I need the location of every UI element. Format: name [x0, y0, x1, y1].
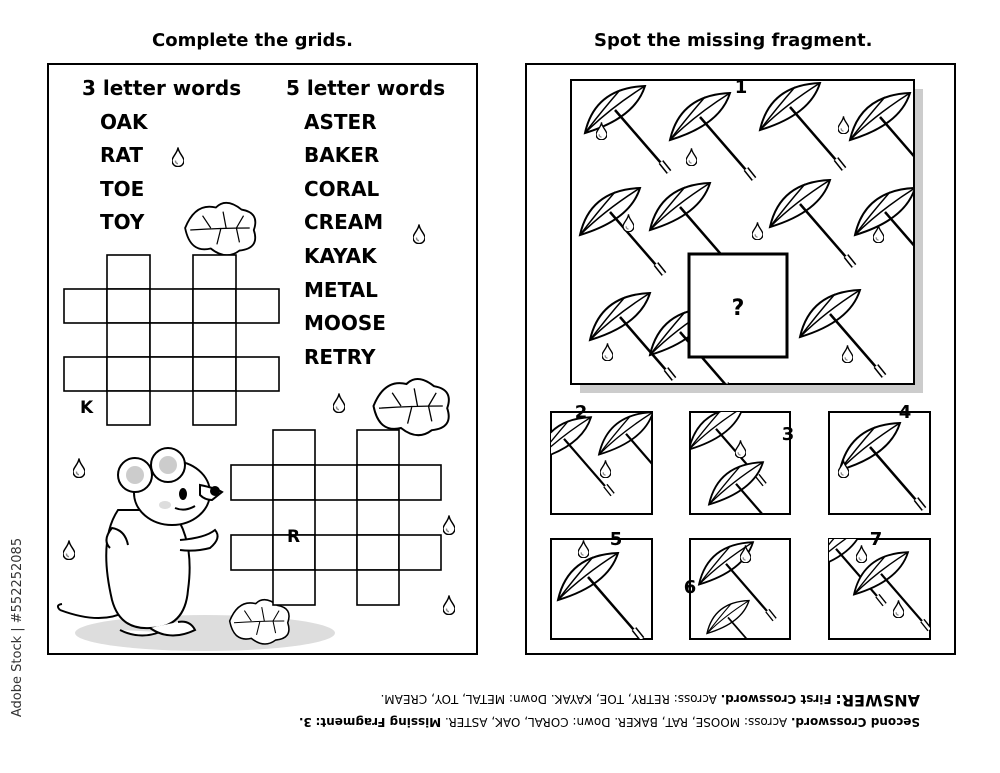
ground-shadow	[75, 615, 335, 651]
answer-missing-value: 3.	[298, 715, 312, 729]
fragment-option-6[interactable]	[684, 539, 790, 661]
fragment-number: 5	[609, 529, 623, 550]
crossword-cell[interactable]	[273, 430, 315, 465]
fragment-number: 7	[869, 529, 883, 550]
crossword-cell[interactable]	[357, 430, 399, 465]
crossword-cell[interactable]	[273, 465, 315, 500]
crossword-cell[interactable]	[150, 357, 193, 391]
crossword-cell[interactable]	[315, 535, 357, 570]
word-item: CORAL	[304, 176, 380, 201]
answer-first-across: RETRY, TOE, KAYAK.	[550, 692, 670, 706]
right-title: Spot the missing fragment.	[594, 30, 873, 51]
answer-missing-label: Missing Fragment:	[315, 715, 442, 729]
left-title: Complete the grids.	[152, 30, 353, 51]
answer-first-down-label: Down:	[508, 692, 547, 706]
pattern-square	[571, 77, 939, 394]
raindrop-icon	[73, 458, 85, 477]
crossword-cell[interactable]	[399, 535, 441, 570]
crossword-cell[interactable]	[107, 255, 150, 289]
crossword-cell[interactable]	[357, 500, 399, 535]
crossword-cell[interactable]	[357, 465, 399, 500]
crossword-cell[interactable]	[64, 357, 107, 391]
stock-watermark	[8, 530, 28, 730]
crossword-cell[interactable]	[150, 289, 193, 323]
crossword-cell[interactable]	[193, 391, 236, 425]
word-item: TOY	[100, 210, 145, 235]
answer-second-down: CORAL, OAK, ASTER.	[444, 715, 569, 729]
raindrop-icon	[443, 515, 455, 534]
word-item: METAL	[304, 277, 378, 302]
crossword-grid-second	[231, 430, 441, 605]
fragment-number: 1	[734, 77, 748, 98]
crossword-cell[interactable]	[357, 570, 399, 605]
fragment-number: 2	[574, 402, 588, 423]
fragment-number: 3	[781, 424, 795, 445]
answer-label: ANSWER:	[835, 691, 920, 710]
answer-second-title: Second Crossword.	[790, 715, 920, 729]
word-item: OAK	[100, 109, 148, 134]
crossword-cell[interactable]	[150, 323, 193, 357]
word-item: KAYAK	[304, 243, 377, 268]
crossword-cell[interactable]	[236, 289, 279, 323]
word-item: TOE	[100, 176, 145, 201]
word-item: RETRY	[304, 344, 376, 369]
grid-hint-letter: R	[287, 527, 301, 547]
word-item: MOOSE	[304, 311, 386, 336]
fragment-option-7[interactable]	[809, 527, 930, 639]
crossword-cell[interactable]	[236, 357, 279, 391]
word-item: CREAM	[304, 210, 384, 235]
crossword-cell[interactable]	[231, 465, 273, 500]
crossword-cell[interactable]	[64, 289, 107, 323]
raindrop-icon	[413, 224, 425, 243]
answer-key	[140, 688, 920, 733]
crossword-cell[interactable]	[315, 465, 357, 500]
answer-second-down-label: Down:	[572, 715, 611, 729]
answer-first-across-label: Across:	[673, 692, 717, 706]
leaf-icon	[185, 203, 255, 255]
answer-second-across: MOOSE, RAT, BAKER.	[614, 715, 741, 729]
fragment-option-5[interactable]	[551, 529, 652, 639]
crossword-cell[interactable]	[231, 535, 273, 570]
answer-first-down: METAL, TOY, CREAM.	[380, 692, 506, 706]
crossword-cell[interactable]	[107, 323, 150, 357]
answer-line-first	[140, 688, 920, 711]
fragment-option-3[interactable]	[689, 407, 794, 539]
five-letter-heading: 5 letter words	[286, 76, 446, 100]
crossword-cell[interactable]	[107, 391, 150, 425]
raindrop-icon	[333, 393, 345, 412]
question-mark: ?	[731, 296, 745, 321]
word-item: BAKER	[304, 143, 380, 168]
raindrop-icon	[172, 147, 184, 166]
crossword-cell[interactable]	[193, 323, 236, 357]
raindrop-icon	[63, 540, 75, 559]
crossword-cell[interactable]	[193, 357, 236, 391]
crossword-cell[interactable]	[273, 570, 315, 605]
three-letter-heading: 3 letter words	[82, 76, 242, 100]
answer-first-title: First Crossword.	[720, 692, 832, 706]
word-item: ASTER	[304, 109, 377, 134]
fragment-option-4[interactable]	[829, 402, 930, 514]
fragment-number: 6	[683, 577, 697, 598]
word-item: RAT	[100, 143, 143, 168]
crossword-cell[interactable]	[193, 255, 236, 289]
fragment-number: 4	[898, 402, 912, 423]
crossword-cell[interactable]	[107, 357, 150, 391]
crossword-grid-first	[64, 255, 279, 425]
crossword-cell[interactable]	[357, 535, 399, 570]
fragment-option-2[interactable]	[537, 402, 675, 514]
crossword-cell[interactable]	[399, 465, 441, 500]
crossword-cell[interactable]	[193, 289, 236, 323]
leaf-icon	[374, 379, 449, 435]
watermark-text: Adobe Stock | #552252085	[10, 537, 26, 718]
raindrop-icon	[443, 595, 455, 614]
crossword-cell[interactable]	[107, 289, 150, 323]
answer-second-across-label: Across:	[743, 715, 788, 729]
answer-line-second	[140, 711, 920, 733]
grid-hint-letter: K	[80, 398, 94, 418]
leaf-icon	[230, 600, 289, 644]
